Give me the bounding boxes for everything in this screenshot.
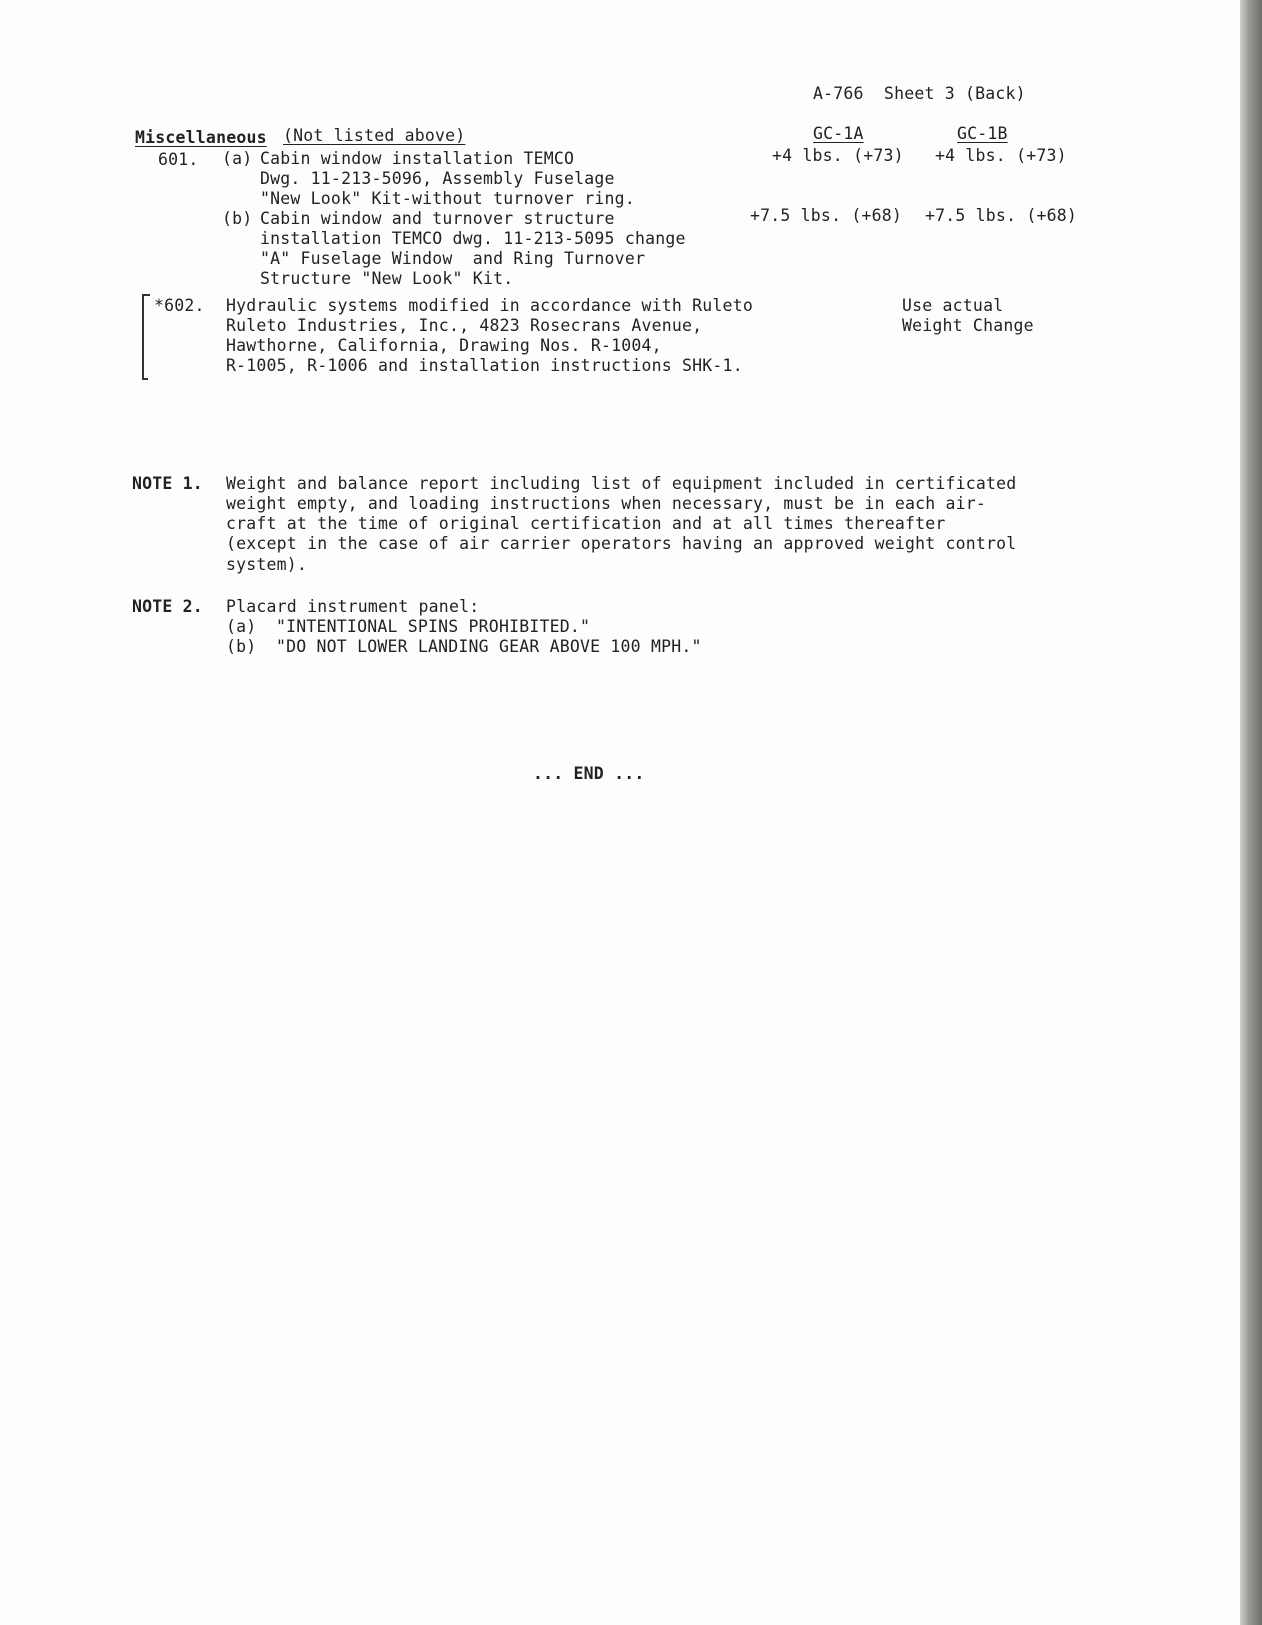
note-2-label: NOTE 2. [132, 597, 203, 616]
column-header-gc1b: GC-1B [957, 124, 1008, 143]
item-601-a-label: (a) [222, 149, 253, 168]
column-header-gc1a: GC-1A [813, 124, 864, 143]
note-1-label: NOTE 1. [132, 474, 203, 493]
sheet-reference: A-766 Sheet 3 (Back) [813, 84, 1026, 103]
note-2-b-text: "DO NOT LOWER LANDING GEAR ABOVE 100 MPH." [276, 637, 702, 656]
item-601-a-line-3: "New Look" Kit-without turnover ring. [260, 189, 635, 208]
item-602-line-4: R-1005, R-1006 and installation instructions SHK-1. [226, 356, 743, 375]
note-2-intro: Placard instrument panel: [226, 597, 480, 616]
note-1-line-1: Weight and balance report including list of equipment included in certificated [226, 474, 1017, 493]
page-binding-edge [1240, 0, 1262, 1625]
item-601-a-line-2: Dwg. 11-213-5096, Assembly Fuselage [260, 169, 615, 188]
item-602-line-3: Hawthorne, California, Drawing Nos. R-1004, [226, 336, 662, 355]
end-marker: ... END ... [533, 764, 645, 783]
item-602-line-2: Ruleto Industries, Inc., 4823 Rosecrans Avenue, [226, 316, 703, 335]
note-1-line-3: craft at the time of original certification and at all times thereafter [226, 514, 946, 533]
section-heading: Miscellaneous [135, 128, 267, 147]
revision-bracket-tail [142, 372, 148, 380]
item-601-number: 601. [158, 150, 199, 169]
item-601-b-line-3: "A" Fuselage Window and Ring Turnover [260, 249, 646, 268]
section-heading-note: (Not listed above) [283, 126, 466, 145]
note-1-line-2: weight empty, and loading instructions when necessary, must be in each air- [226, 494, 987, 513]
item-602-weight-line-1: Use actual [902, 296, 1004, 315]
item-601-b-weight-gc1b: +7.5 lbs. (+68) [925, 206, 1078, 225]
item-601-a-line-1: Cabin window installation TEMCO [260, 149, 575, 168]
item-601-b-line-1: Cabin window and turnover structure [260, 209, 615, 228]
note-1-line-5: system). [226, 555, 308, 574]
note-2-a-text: "INTENTIONAL SPINS PROHIBITED." [276, 617, 591, 636]
note-1-line-4: (except in the case of air carrier operators having an approved weight control [226, 534, 1017, 553]
item-601-a-weight-gc1a: +4 lbs. (+73) [772, 146, 904, 165]
item-601-b-weight-gc1a: +7.5 lbs. (+68) [750, 206, 903, 225]
item-602-number: *602. [154, 296, 205, 315]
item-601-b-label: (b) [222, 209, 253, 228]
item-601-b-line-2: installation TEMCO dwg. 11-213-5095 change [260, 229, 686, 248]
item-602-line-1: Hydraulic systems modified in accordance with Ruleto [226, 296, 753, 315]
item-601-b-line-4: Structure "New Look" Kit. [260, 269, 514, 288]
note-2-a-label: (a) [226, 617, 257, 636]
note-2-b-label: (b) [226, 637, 257, 656]
revision-bracket [142, 294, 150, 380]
item-601-a-weight-gc1b: +4 lbs. (+73) [935, 146, 1067, 165]
item-602-weight-line-2: Weight Change [902, 316, 1034, 335]
